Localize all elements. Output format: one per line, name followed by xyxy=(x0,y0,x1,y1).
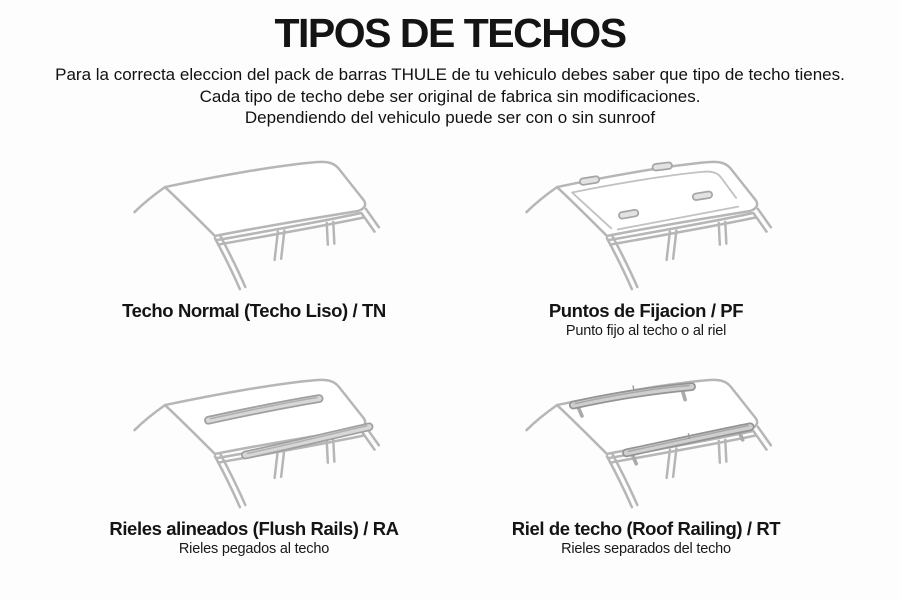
roof-card-pf xyxy=(450,143,842,361)
roof-card-tn xyxy=(58,143,450,361)
page-title: TIPOS DE TECHOS xyxy=(274,10,626,56)
fixed-point-roof-illustration xyxy=(503,148,789,300)
smooth-roof-illustration xyxy=(111,148,397,300)
intro-text xyxy=(0,64,900,129)
intro-line-1: Para la correcta eleccion del pack de barras THULE de tu vehiculo debes saber que tipo de techo tienes. xyxy=(55,65,845,85)
raised-railing-roof-illustration xyxy=(503,366,789,518)
roof-sublabel-rt: Rieles separados del techo xyxy=(561,540,731,557)
header xyxy=(0,0,900,129)
roof-sublabel-pf: Punto fijo al techo o al riel xyxy=(565,322,727,339)
roof-label-ra: Rieles alineados (Flush Rails) / RA xyxy=(109,517,399,539)
roof-card-rt xyxy=(450,361,842,579)
roof-types-grid xyxy=(58,143,842,579)
intro-line-3: Dependiendo del vehiculo puede ser con o sin sunroof xyxy=(244,108,656,128)
intro-line-2: Cada tipo de techo debe ser original de fabrica sin modificaciones. xyxy=(199,86,701,106)
roof-label-rt: Riel de techo (Roof Railing) / RT xyxy=(511,517,781,539)
roof-label-pf: Puntos de Fijacion / PF xyxy=(548,299,744,321)
roof-label-tn: Techo Normal (Techo Liso) / TN xyxy=(122,299,386,321)
roof-sublabel-ra: Rieles pegados al techo xyxy=(178,540,330,557)
roof-card-ra xyxy=(58,361,450,579)
flush-rails-roof-illustration xyxy=(111,366,397,518)
